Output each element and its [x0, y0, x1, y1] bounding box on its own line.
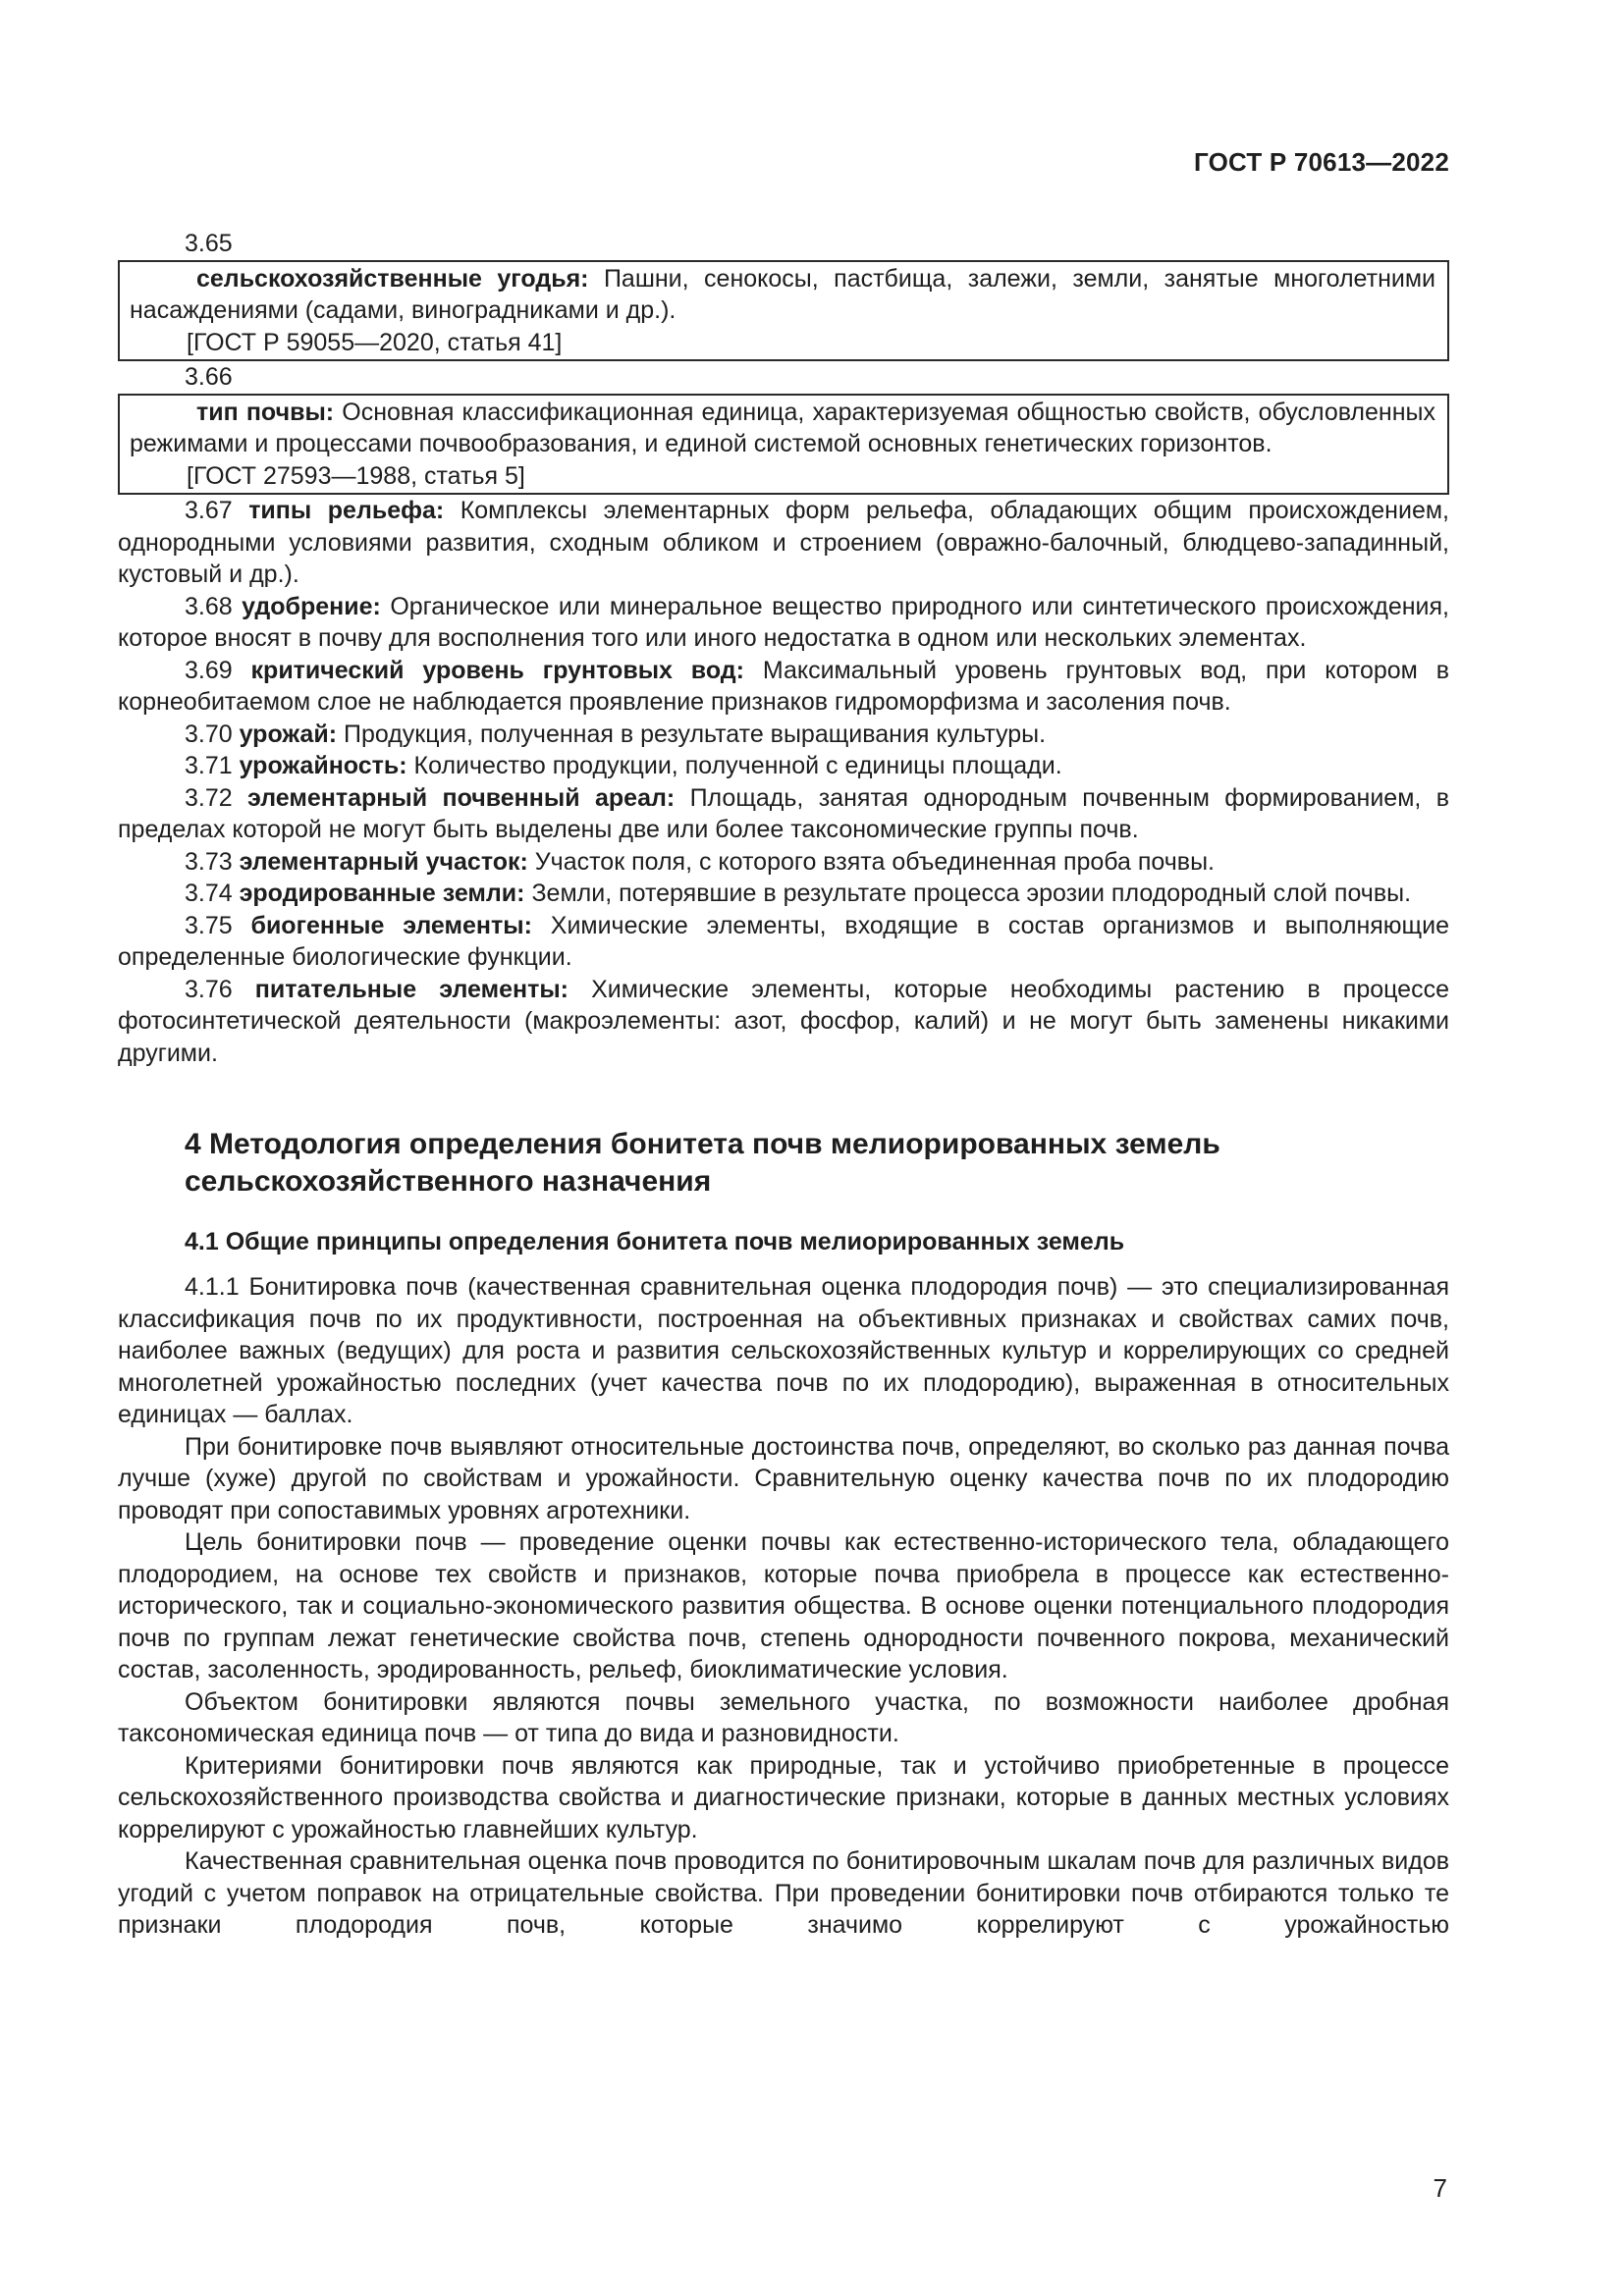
- term-entry: 3.71 урожайность: Количество продукции, полученной с единицы площади.: [185, 752, 1062, 779]
- term-entry: 3.73 элементарный участок: Участок поля, с которого взята объединенная проба почвы.: [185, 847, 1216, 876]
- term-entry: 3.72 элементарный почвенный ареал: Площадь, занятая однородным почвенным формированием, в пределах которой не могут быть выделены две или более таксономические группы почв.: [118, 783, 1449, 843]
- term-entry: 3.75 биогенные элементы: Химические элементы, входящие в состав организмов и выполняющие определенные биологические функции.: [118, 911, 1449, 971]
- body-paragraph: Цель бонитировки почв — проведение оценки почвы как естественно-исторического тела, обладающего плодородием, на основе тех свойств и признаков, которые почва приобрела в процессе как естественно-исторического, так и социально-экономического развития общества. В основе оценки потенциального плодородия почв по группам лежат генетические свойства почв, степень однородности почвенного покрова, механический состав, засоленность, эродированность, рельеф, биоклиматические условия.: [118, 1528, 1449, 1683]
- section-title-line1: 4 Методология определения бонитета почв мелиорированных земель: [185, 1128, 1220, 1160]
- term-source: [ГОСТ 27593—1988, статья 5]: [187, 461, 525, 490]
- term-box: [118, 394, 1449, 496]
- body-paragraph: Критериями бонитировки почв являются как природные, так и устойчиво приобретенные в процессе сельскохозяйственного производства свойства и диагностические признаки, которые в данных местных условиях коррелируют с урожайностью главнейших культур.: [118, 1751, 1449, 1843]
- body-paragraph: 4.1.1 Бонитировка почв (качественная сравнительная оценка плодородия почв) — это специализированная классификация почв по их продуктивности, построенная на объективных признаках и свойствах самих почв, наиболее важных (ведущих) для роста и развития сельскохозяйственных культур и коррелирующих со средней многолетней урожайностью последних (учет качества почв по их плодородию), выраженная в относительных единицах — баллах.: [118, 1273, 1449, 1428]
- section-title-line2: сельскохозяйственного назначения: [185, 1165, 712, 1198]
- term-name: тип почвы:: [196, 398, 335, 426]
- page-number: 7: [1433, 2173, 1447, 2203]
- term-entry: 3.74 эродированные земли: Земли, потерявшие в результате процесса эрозии плодородный слой почвы.: [185, 880, 1412, 907]
- term-entry: 3.69 критический уровень грунтовых вод: Максимальный уровень грунтовых вод, при котором в корнеобитаемом слое не наблюдается проявление признаков гидроморфизма и засоления почв.: [118, 656, 1450, 716]
- term-name: сельскохозяйственные угодья:: [196, 264, 589, 293]
- term-box: [118, 260, 1449, 362]
- term-entry: 3.76 питательные элементы: Химические элементы, которые необходимы растению в процессе фотосинтетической деятельности (макроэлементы: азот, фосфор, калий) и не могут быть заменены никакими другими.: [118, 975, 1449, 1067]
- subsection-heading: 4.1 Общие принципы определения бонитета почв мелиорированных земель: [185, 1228, 1125, 1255]
- term-entry: 3.68 удобрение: Органическое или минеральное вещество природного или синтетического происхождения, которое вносят в почву для восполнения того или иного недостатка в одном или нескольких элементах.: [118, 592, 1449, 652]
- term-definition: сельскохозяйственные угодья: Пашни, сенокосы, пастбища, залежи, земли, занятые многолетними насаждениями (садами, виноградниками и др.).: [130, 264, 1435, 324]
- standard-header: ГОСТ Р 70613—2022: [1194, 147, 1449, 177]
- body-paragraph: При бонитировке почв выявляют относительные достоинства почв, определяют, во сколько раз данная почва лучше (хуже) другой по свойствам и урожайности. Сравнительную оценку качества почв по их плодородию проводят при сопоставимых уровнях агротехники.: [118, 1432, 1449, 1524]
- term-definition: тип почвы: Основная классификационная единица, характеризуемая общностью свойств, обусловленных режимами и процессами почвообразования, и единой системой основных генетических горизонтов.: [130, 398, 1436, 457]
- body-paragraph: Объектом бонитировки являются почвы земельного участка, по возможности наиболее дробная таксономическая единица почв — от типа до вида и разновидности.: [118, 1687, 1449, 1747]
- term-number: 3.65: [185, 230, 233, 257]
- section-heading: [185, 1126, 1449, 1201]
- term-entry: 3.67 типы рельефа: Комплексы элементарных форм рельефа, обладающих общим происхождением, однородными условиями развития, сходным обликом и строением (овражно-балочный, блюдцево-западинный, кустовый и др.).: [118, 497, 1449, 588]
- term-number: 3.66: [185, 363, 233, 391]
- term-source: [ГОСТ Р 59055—2020, статья 41]: [187, 328, 563, 356]
- term-entry: 3.70 урожай: Продукция, полученная в результате выращивания культуры.: [185, 720, 1047, 748]
- body-paragraph: Качественная сравнительная оценка почв проводится по бонитировочным шкалам почв для различных видов угодий с учетом поправок на отрицательные свойства. При проведении бонитировки почв отбираются только те признаки плодородия почв, которые значимо коррелируют с урожайностью: [118, 1847, 1449, 1939]
- text-column: [118, 228, 1449, 1942]
